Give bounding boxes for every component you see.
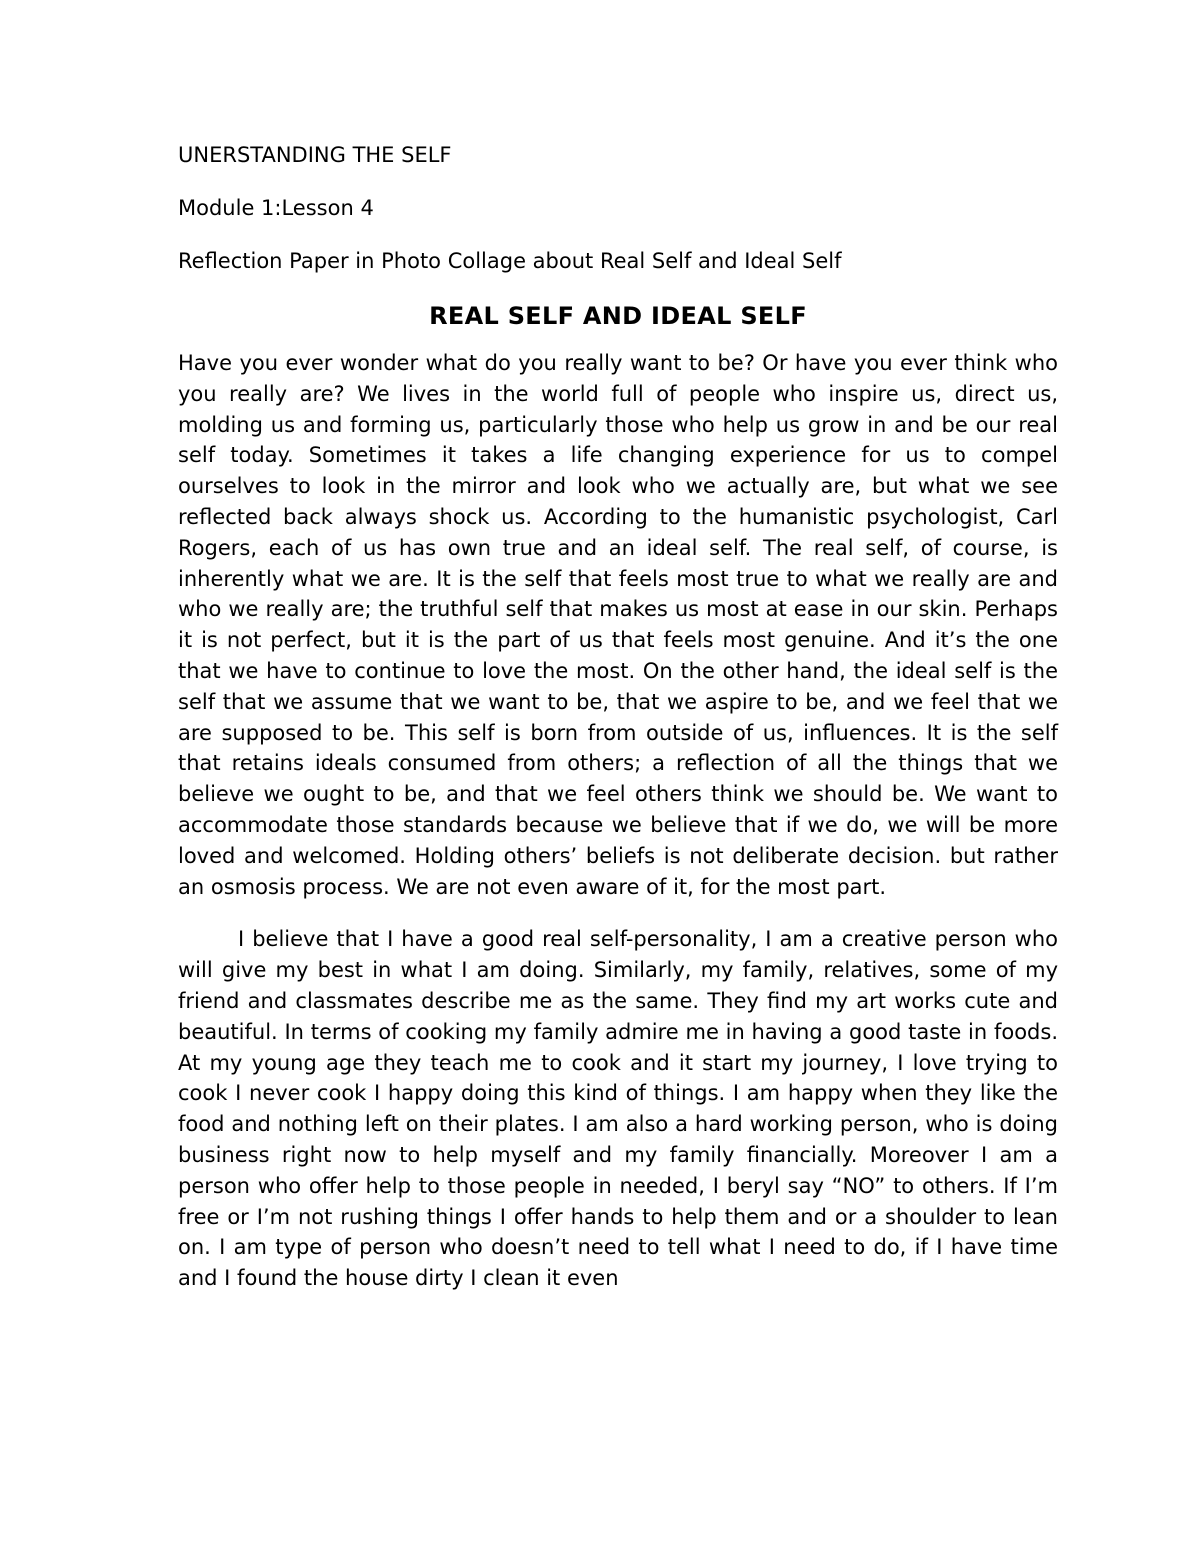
course-title: UNERSTANDING THE SELF — [178, 143, 452, 167]
assignment-label: Reflection Paper in Photo Collage about Real Self and Ideal Self — [178, 249, 842, 273]
module-label: Module 1:Lesson 4 — [178, 196, 374, 220]
document-heading: REAL SELF AND IDEAL SELF — [429, 302, 807, 330]
paragraph-intro: Have you ever wonder what do you really want to be? Or have you ever think who you really are? We lives in the world full of people who inspire us, direct us, molding us and forming us, particularly those who help us grow in and be our real self today. Sometimes it takes a life changing experience for us to compel ourselves to look in the mirror and look who we actually are, but what we see reflected back always shock us. According to the humanistic psychologist, Carl Rogers, each of us has own true and an ideal self. The real self, of course, is inherently what we are. It is the self that feels most true to what we really are and who we really are; the truthful self that makes us most at ease in our skin. Perhaps it is not perfect, but it is the part of us that feels most genuine. And it’s the one that we have to continue to love the most. On the other hand, the ideal self is the self that we assume that we want to be, that we aspire to be, and we feel that we are supposed to be. This self is born from outside of us, influences. It is the self that retains ideals consumed from others; a reflection of all the things that we believe we ought to be, and that we feel others think we should be. We want to accommodate those standards because we believe that if we do, we will be more loved and welcomed. Holding others’ beliefs is not deliberate decision. but rather an osmosis process. We are not even aware of it, for the most part. — [178, 351, 1058, 899]
paragraph-real-self: I believe that I have a good real self-personality, I am a creative person who will give my best in what I am doing. Similarly, my family, relatives, some of my friend and classmates describe me as the same. They find my art works cute and beautiful. In terms of cooking my family admire me in having a good taste in foods. At my young age they teach me to cook and it start my journey, I love trying to cook I never cook I happy doing this kind of things. I am happy when they like the food and nothing left on their plates. I am also a hard working person, who is doing business right now to help myself and my family financially. Moreover I am a person who offer help to those people in needed, I beryl say “NO” to others. If I’m free or I’m not rushing things I offer hands to help them and or a shoulder to lean on. I am type of person who doesn’t need to tell what I need to do, if I have time and I found the house dirty I clean it even — [178, 927, 1058, 1291]
document-page — [178, 140, 1058, 1316]
